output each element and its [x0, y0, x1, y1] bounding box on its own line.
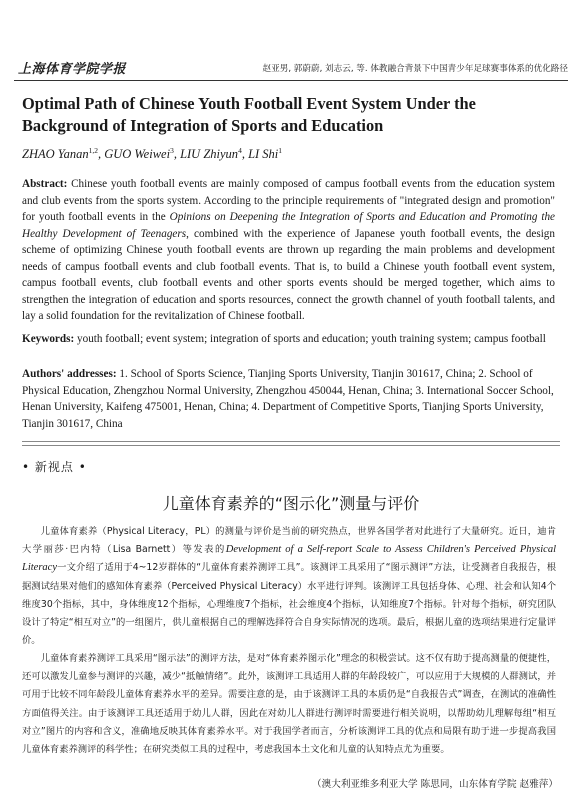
paragraph-text: 儿童体育素养（Physical Literacy，PL）的测量与评价是当前的研究热点，世界各国学者对此进行了大量研究。近日，迪肯大学丽莎·巴内特（Lisa Barnett）等发表的 [22, 526, 556, 556]
cited-article-title: Development of a Self-report Scale to Assess Children's Perceived Physical Literacy [22, 544, 556, 574]
abstract-cited-title: Opinions on Deepening the Integration of Sports and Education and Promoting the Healthy Development of Teenagers [22, 211, 555, 240]
keywords-label: Keywords: [22, 333, 75, 345]
author-affiliation: 1 [278, 146, 283, 155]
keywords [22, 331, 555, 348]
abstract-text: Chinese youth football events are mainly composed of campus football events from the education system and club events from the sports system. According to the principle requirements of "integrated design and promotion" for youth football events in the [22, 178, 555, 223]
news-title: 儿童体育素养的“图示化”测量与评价 [162, 494, 420, 513]
abstract-label: Abstract: [22, 178, 68, 190]
news-signature: （澳大利亚维多利亚大学 陈思同，山东体育学院 赵雅萍） [312, 779, 558, 790]
section-label: • 新视点 • [22, 460, 87, 474]
addresses-label: Authors' addresses: [22, 368, 117, 380]
article-title: Optimal Path of Chinese Youth Football Event System Under the Background of Integration of Sports and Education [22, 94, 476, 135]
author-affiliation: 1,2 [88, 146, 98, 155]
page-header [14, 54, 568, 80]
author-name: LIU Zhiyun [180, 147, 239, 162]
running-title: 赵亚男, 郭蔚蔚, 刘志云, 等. 体教融合背景下中国青少年足球赛事体系的优化路径 [262, 64, 568, 74]
author-name: LI Shi [248, 147, 279, 162]
author-name: GUO Weiwei [104, 147, 171, 162]
paragraph-text-continued: 一文介绍了适用于4~12岁群体的“儿童体育素养测评工具”。该测评工具采用了“图示测评”方法，让受测者自我报告，根据测试结果对他们的感知体育素养（Perceived Physical Literacy）水平进行评判。该测评工具包括身体、心理、社会和认知4个维度30个指标，其中，身体维度12个指标，心理维度7个指标，社会维度4个指标，认知维度7个指标。针对每个指标，研究团队设计了特定“相互对立”的一组图片，供儿童根据自己的理解选择符合自身实际情况的选项。最后，根据儿童的选项结果进行定量评价。 [22, 562, 556, 647]
news-paragraph-2: 儿童体育素养测评工具采用“图示法”的测评方法，是对“体育素养图示化”理念的积极尝试。这不仅有助于提高测量的便捷性，还可以激发儿童参与测评的兴趣，减少“抵触情绪”。此外，该测评工具适用人群的年龄段较广，可以应用于大规模的人群测试，并可用于比较不同年龄段儿童体育素养水平的差异。需要注意的是，由于该测评工具的本质仍是“自我报告式”调查，在测试的准确性方面值得关注。由于该测评工具还适用于幼儿人群，因此在对幼儿人群进行测评时需要进行相关说明，以帮助幼儿理解每组“相互对立”图片的内容和含义，准确地反映其体育素养水平。对于我国学者而言，分析该测评工具的优点和局限有助于进一步提高我国儿童体育素养测评的科学性；在研究类似工具的过程中，考虑我国本土文化和儿童的认知特点尤为重要。 [22, 653, 556, 756]
abstract [22, 176, 555, 325]
author-name: ZHAO Yanan [22, 147, 89, 162]
author-addresses [22, 366, 555, 432]
author-affiliation: 3 [170, 146, 174, 155]
abstract-text-continued: , combined with the experience of Japanese youth football events, the design scheme of optimizing Chinese youth football events are thrown up regarding the main problems and development needs of campus football events and club football events. That is, to build a Chinese youth football event system, campus football events, club football events and other sports events should be merged together, which aims to strengthen the integration of education and sports resources, connect the growth channel of youth football talents, and lay a solid foundation for the revitalization of Chinese football. [22, 227, 555, 322]
keywords-text: youth football; event system; integration of sports and education; youth training system; campus football [74, 333, 546, 345]
journal-logo: 上海体育学院学报 [18, 62, 127, 77]
author-affiliation: 4 [238, 146, 242, 155]
section-divider [22, 441, 560, 446]
author-list: ZHAO Yanan$^{1,2}$, GUO Weiwei$^3$, LIU Zhiyun$^4$, LI Shi$^1$ [22, 146, 283, 162]
header-divider [14, 80, 568, 81]
addresses-text: 1. School of Sports Science, Tianjing Sports University, Tianjin 301617, China; 2. School of Physical Education, Zhengzhou Normal University, Zhengzhou 450044, Henan, China; 3. International Soccer School, Henan University, Kaifeng 475001, Henan, China; 4. Department of Competitive Sports, Tianjing Sports University, Tianjin 301617, China [22, 368, 554, 430]
news-paragraph-1 [22, 523, 556, 650]
